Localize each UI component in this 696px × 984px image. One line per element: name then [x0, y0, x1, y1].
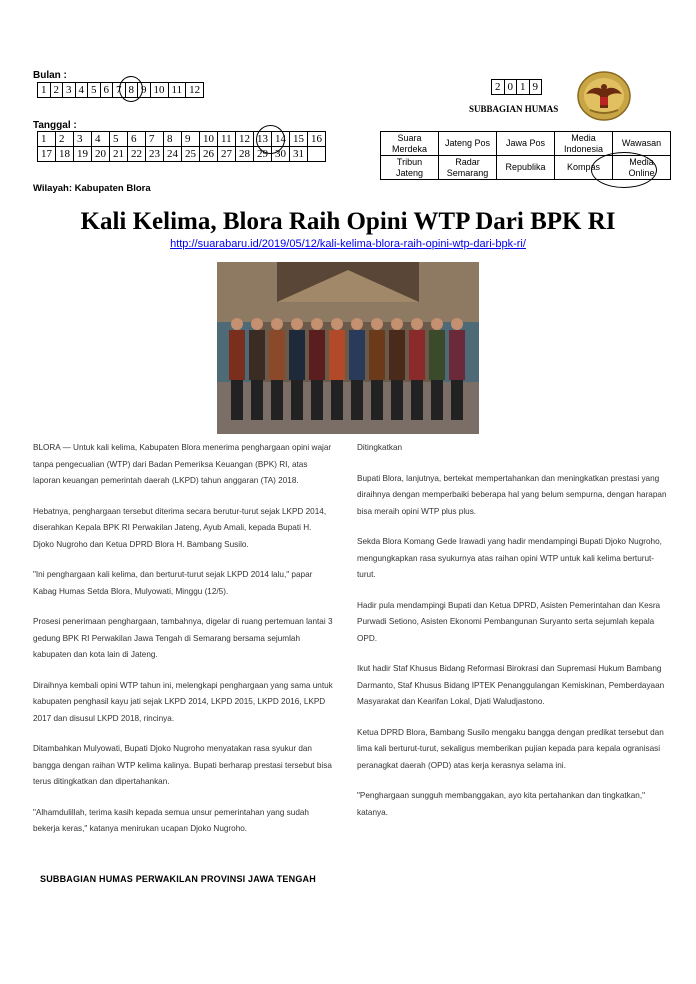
day-cell: 23 — [146, 147, 164, 162]
photo-person-legs — [231, 380, 243, 420]
article-left-column — [33, 440, 333, 838]
media-selection-circle — [591, 152, 657, 188]
photo-person-head — [411, 318, 423, 330]
photo-person-head — [231, 318, 243, 330]
day-cell: 5 — [110, 132, 128, 147]
article-right-column — [357, 440, 667, 821]
photo-person-head — [351, 318, 363, 330]
month-cell: 1 — [38, 83, 51, 98]
day-cell: 15 — [290, 132, 308, 147]
day-cell: 6 — [128, 132, 146, 147]
day-cell: 1 — [38, 132, 56, 147]
photo-person — [229, 330, 245, 380]
year-digit-cell: 9 — [529, 80, 542, 95]
day-cell: 31 — [290, 147, 308, 162]
photo-person-legs — [351, 380, 363, 420]
month-cell: 8 — [125, 83, 138, 98]
article-title: Kali Kelima, Blora Raih Opini WTP Dari BPK RI — [80, 208, 616, 235]
day-cell: 10 — [200, 132, 218, 147]
month-cell: 6 — [100, 83, 113, 98]
org-name: SUBBAGIAN HUMAS — [469, 104, 559, 114]
group-photo — [217, 262, 479, 434]
photo-person-head — [391, 318, 403, 330]
month-cell: 4 — [75, 83, 88, 98]
article-paragraph: Hadir pula mendampingi Bupati dan Ketua DPRD, Asisten Pemerintahan dan Kesra Purwadi Setiono, Asisten Ekonomi Pembangunan Suryanto serta sejumlah kepala OPD. — [357, 600, 661, 643]
photo-person-legs — [291, 380, 303, 420]
photo-person-head — [451, 318, 463, 330]
day-cell: 13 — [254, 132, 272, 147]
day-cell: 17 — [38, 147, 56, 162]
day-cell: 16 — [308, 132, 326, 147]
photo-person-head — [431, 318, 443, 330]
day-cell: 20 — [92, 147, 110, 162]
media-outlet-cell: Kompas — [555, 156, 613, 180]
article-paragraph: Ikut hadir Staf Khusus Bidang Reformasi Birokrasi dan Supremasi Hukum Bambang Darmanto, Staf Khusus Bidang IPTEK Penanggulangan Kemiskinan, Pemberdayaan Masyarakat dan Kearifan Lokal, Djati Waludjastono. — [357, 664, 665, 706]
media-outlet-cell: Republika — [497, 156, 555, 180]
article-url-link[interactable]: http://suarabaru.id/2019/05/12/kali-kelima-blora-raih-opini-wtp-dari-bpk-ri/ — [170, 238, 526, 250]
day-cell: 26 — [200, 147, 218, 162]
photo-person — [349, 330, 365, 380]
photo-person — [329, 330, 345, 380]
day-cell: 19 — [74, 147, 92, 162]
day-cell: 22 — [128, 147, 146, 162]
month-cell: 3 — [63, 83, 76, 98]
media-outlet-cell: Radar Semarang — [439, 156, 497, 180]
photo-person-legs — [331, 380, 343, 420]
year-box — [491, 79, 542, 95]
day-cell: 7 — [146, 132, 164, 147]
photo-person-legs — [371, 380, 383, 420]
photo-person — [389, 330, 405, 380]
media-outlet-cell: Suara Merdeka — [381, 132, 439, 156]
day-cell: 25 — [182, 147, 200, 162]
photo-person — [309, 330, 325, 380]
media-outlet-cell: Wawasan — [613, 132, 671, 156]
day-cell: 27 — [218, 147, 236, 162]
photo-person-head — [311, 318, 323, 330]
photo-person — [449, 330, 465, 380]
photo-person-head — [331, 318, 343, 330]
photo-person — [249, 330, 265, 380]
article-paragraph: "Alhamdulillah, terima kasih kepada semua unsur pemerintahan yang sudah bekerja keras," katanya menirukan ucapan Djoko Nugroho. — [33, 807, 309, 833]
article-paragraph: "Penghargaan sungguh membanggakan, ayo kita pertahankan dan tingkatkan," katanya. — [357, 791, 646, 817]
day-cell: 28 — [236, 147, 254, 162]
article-paragraph: Diraihnya kembali opini WTP tahun ini, melengkapi penghargaan yang sama untuk kabupaten penghasil kayu jati sejak LKPD 2014, LKPD 2015, LKPD 2016, LKPD 2017 dan disusul LKPD 2018, rincinya. — [33, 680, 333, 723]
month-cell: 11 — [168, 83, 186, 98]
article-paragraph: Prosesi penerimaan penghargaan, tambahnya, digelar di ruang pertemuan lantai 3 gedung BPK RI Perwakilan Jawa Tengah di Semarang bersama sejumlah kabupaten dan kota lain di Jateng. — [33, 617, 333, 659]
media-outlet-cell: Media Indonesia — [555, 132, 613, 156]
day-cell: 4 — [92, 132, 110, 147]
day-cell: 21 — [110, 147, 128, 162]
day-cell: 2 — [56, 132, 74, 147]
month-cell: 7 — [113, 83, 126, 98]
day-cell: 3 — [74, 132, 92, 147]
footer-org: SUBBAGIAN HUMAS PERWAKILAN PROVINSI JAWA TENGAH — [40, 874, 316, 884]
photo-person-head — [291, 318, 303, 330]
month-selection-circle — [119, 76, 143, 102]
photo-person — [289, 330, 305, 380]
day-selection-circle — [256, 125, 285, 154]
month-cell: 5 — [88, 83, 101, 98]
media-outlet-cell: Media Online — [613, 156, 671, 180]
photo-person-legs — [251, 380, 263, 420]
media-outlet-cell: Jawa Pos — [497, 132, 555, 156]
photo-person-legs — [411, 380, 423, 420]
article-paragraph: BLORA — Untuk kali kelima, Kabupaten Blora menerima penghargaan opini wajar tanpa pengecualian (WTP) dari Badan Pemeriksa Keuangan (BPK) RI, atas laporan keuangan pemerintah daerah (LKPD) tahun anggaran (TA) 2018. — [33, 443, 332, 485]
media-outlet-cell: Jateng Pos — [439, 132, 497, 156]
photo-person-head — [251, 318, 263, 330]
article-paragraph: "Ini penghargaan kali kelima, dan berturut-turut sejak LKPD 2014 lalu," papar Kabag Humas Setda Blora, Mulyowati, Minggu (12/5). — [33, 570, 313, 596]
photo-person-head — [271, 318, 283, 330]
day-cell: 11 — [218, 132, 236, 147]
day-cell: 9 — [182, 132, 200, 147]
photo-person-legs — [431, 380, 443, 420]
day-cell: 29 — [254, 147, 272, 162]
day-cell: 8 — [164, 132, 182, 147]
day-cell: 24 — [164, 147, 182, 162]
month-cell: 2 — [50, 83, 63, 98]
media-outlet-cell: Tribun Jateng — [381, 156, 439, 180]
photo-person-legs — [451, 380, 463, 420]
day-cell: 30 — [272, 147, 290, 162]
article-paragraph: Ditambahkan Mulyowati, Bupati Djoko Nugroho menyatakan rasa syukur dan bangga dengan raihan WTP kelima kalinya. Bupati berharap prestasi tersebut bisa terus ditingkatkan dan dipertahankan. — [33, 744, 332, 786]
day-cell: 12 — [236, 132, 254, 147]
garuda-emblem-icon — [576, 70, 632, 122]
photo-person-legs — [391, 380, 403, 420]
day-cell: 14 — [272, 132, 290, 147]
tanggal-label: Tanggal : — [33, 120, 77, 131]
photo-person-legs — [311, 380, 323, 420]
photo-person — [369, 330, 385, 380]
photo-person — [429, 330, 445, 380]
month-cell: 12 — [186, 83, 204, 98]
article-paragraph: Bupati Blora, lanjutnya, bertekat mempertahankan dan meningkatkan prestasi yang diraihnya dengan memperbaiki beberapa hal yang belum sempurna, dengan harapan bisa meraih opini WTP plus plus. — [357, 473, 667, 516]
article-paragraph: Ketua DPRD Blora, Bambang Susilo mengaku bangga dengan predikat tersebut dan lima kali berturut-turut, sekaligus memberikan pujian kepada para kepala ogranisasi peranagkat daerah (OPD) atas kerja kerasnya selama ini. — [357, 727, 664, 770]
wilayah-label: Wilayah: Kabupaten Blora — [33, 183, 151, 194]
year-digit-cell: 1 — [517, 80, 530, 95]
photo-person-legs — [271, 380, 283, 420]
year-digit-cell: 0 — [504, 80, 517, 95]
article-paragraph: Hebatnya, penghargaan tersebut diterima secara berutur-turut sejak LKPD 2014, diserahkan Kepala BPK RI Perwakilan Jateng, Ayub Amali, kepada Bupati H. Djoko Nugroho dan Ketua DPRD Blora H. Bambang Susilo. — [33, 506, 327, 549]
photo-person-head — [371, 318, 383, 330]
article-paragraph: Sekda Blora Komang Gede Irawadi yang hadir mendampingi Bupati Djoko Nugroho, mengungkapkan rasa syukurnya atas raihan opini WTP untuk kali kelima berturut-turut. — [357, 537, 662, 579]
day-cell — [308, 147, 326, 162]
month-cell: 9 — [138, 83, 151, 98]
month-cell: 10 — [150, 83, 168, 98]
article-paragraph: Ditingkatkan — [357, 443, 403, 452]
photo-person — [269, 330, 285, 380]
year-digit-cell: 2 — [492, 80, 505, 95]
day-cell: 18 — [56, 147, 74, 162]
bulan-label: Bulan : — [33, 70, 67, 81]
photo-person — [409, 330, 425, 380]
